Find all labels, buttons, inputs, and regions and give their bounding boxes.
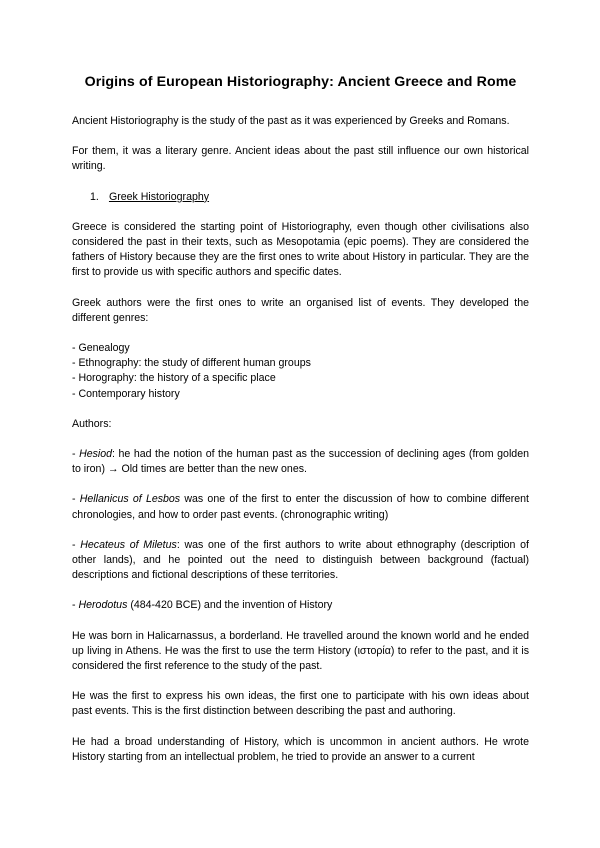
author-name-herodotus: Herodotus bbox=[78, 599, 128, 612]
author-hellanicus bbox=[72, 492, 529, 522]
herodotus-paragraph-2: He was the first to express his own ideas, the first one to participate with his own ideas about past events. This is the first distinction between describing the past and authoring. bbox=[72, 690, 529, 718]
author-text-hecateus: : was one of the first authors to write about ethnography (description of other lands), and he pointed out the need to distinguish between background (factual) descriptions and fictional descriptions of these territories. bbox=[72, 538, 529, 582]
author-prefix: - bbox=[72, 599, 79, 612]
section-heading-link[interactable]: Greek Historiography bbox=[108, 190, 210, 203]
author-herodotus bbox=[72, 598, 529, 613]
genres-list bbox=[72, 341, 529, 402]
author-hesiod bbox=[72, 447, 529, 477]
genre-item: - Ethnography: the study of different human groups bbox=[72, 357, 311, 370]
herodotus-paragraph-3: He had a broad understanding of History, which is uncommon in ancient authors. He wrote History starting from an intellectual problem, he tried to provide an answer to a current bbox=[72, 735, 529, 763]
author-prefix: - bbox=[72, 448, 80, 461]
document-title: Origins of European Historiography: Ancient Greece and Rome bbox=[84, 74, 517, 90]
author-text-herodotus: (484-420 BCE) and the invention of History bbox=[127, 599, 333, 612]
genre-item: - Horography: the history of a specific place bbox=[72, 372, 276, 385]
author-name-hecateus: Hecateus of Miletus bbox=[80, 538, 177, 551]
author-text-hellanicus: was one of the first to enter the discussion of how to combine different chronologies, and how to order past events. (chronographic writing) bbox=[72, 493, 529, 521]
author-name-hellanicus: Hellanicus of Lesbos bbox=[79, 493, 181, 506]
genre-item: - Contemporary history bbox=[72, 387, 180, 400]
greece-paragraph: Greece is considered the starting point of Historiography, even though other civilisations also considered the past in their texts, such as Mesopotamia (epic poems). They are considered the fathers of History because they are the first ones to write about History in particular. They are the first to provide us with specific authors and specific dates. bbox=[72, 220, 529, 279]
section-heading-greek bbox=[90, 190, 529, 205]
greek-authors-paragraph: Greek authors were the first ones to write an organised list of events. They developed the different genres: bbox=[72, 296, 529, 324]
author-name-hesiod: Hesiod bbox=[79, 448, 113, 461]
author-prefix: - bbox=[72, 493, 80, 506]
author-prefix: - bbox=[72, 538, 81, 551]
genre-item: - Genealogy bbox=[72, 342, 130, 355]
section-number: 1. bbox=[90, 190, 99, 203]
author-text-hesiod: : he had the notion of the human past as the succession of declining ages (from golden to iron) → Old times are better than the new ones. bbox=[72, 448, 529, 476]
intro-paragraph-2: For them, it was a literary genre. Ancient ideas about the past still influence our own historical writing. bbox=[72, 145, 529, 173]
author-hecateus bbox=[72, 538, 529, 584]
herodotus-paragraph-1: He was born in Halicarnassus, a borderland. He travelled around the known world and he ended up living in Athens. He was the first to use the term History (ιστορία) to refer to the past, and it is considered the first reference to the study of the past. bbox=[72, 629, 529, 673]
intro-paragraph-1: Ancient Historiography is the study of the past as it was experienced by Greeks and Romans. bbox=[72, 115, 510, 127]
authors-label: Authors: bbox=[72, 417, 112, 430]
